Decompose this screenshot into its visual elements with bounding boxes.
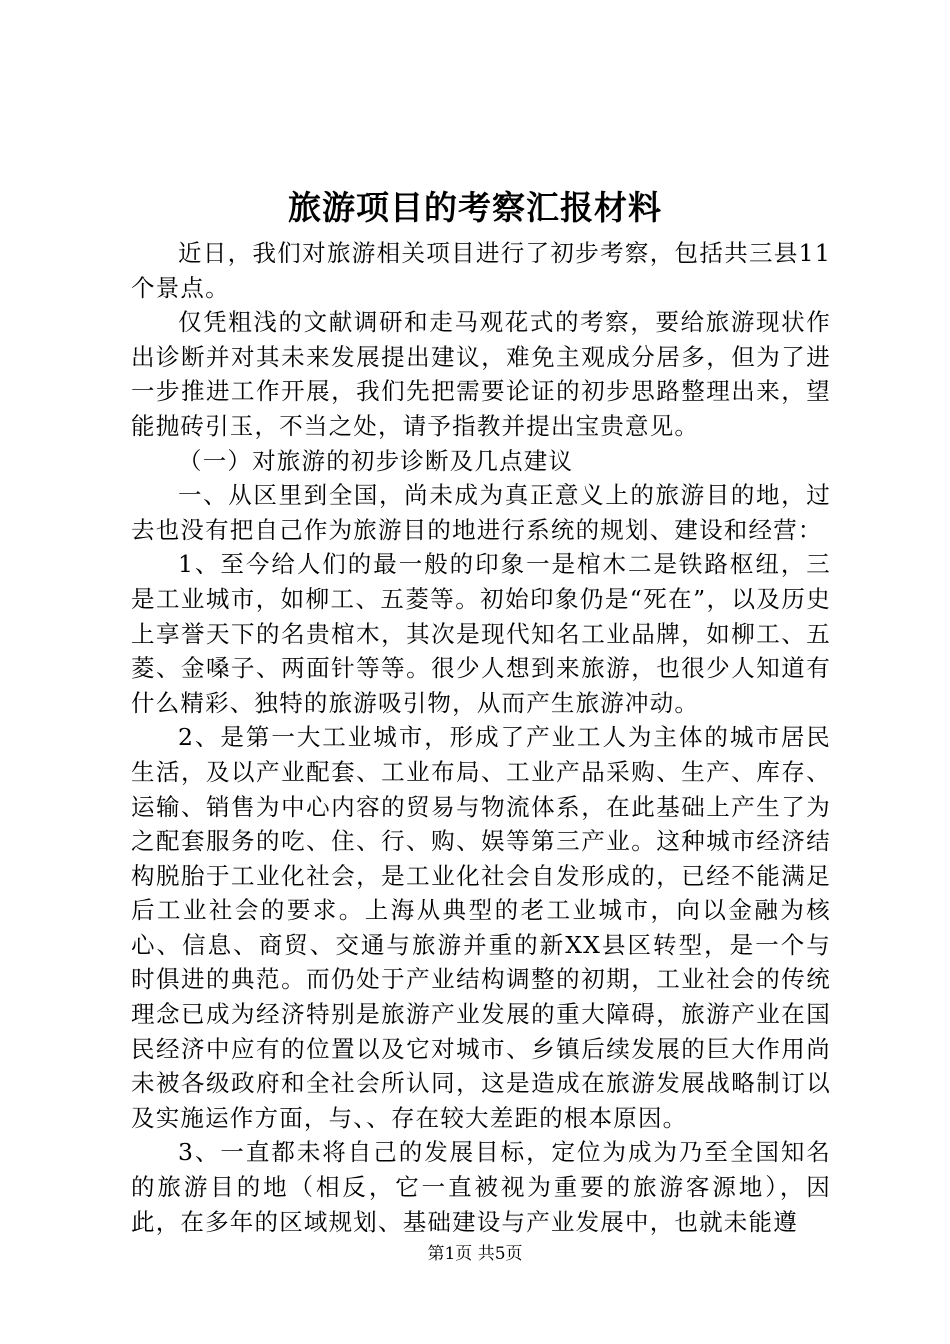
page-number-footer: 第1页 共5页	[427, 1244, 523, 1264]
paragraph-item-2: 2、是第一大工业城市，形成了产业工人为主体的城市居民生活，及以产业配套、工业布局、工业产品采购、生产、库存、运输、销售为中心内容的贸易与物流体系，在此基础上产生了为之配套服务的吃、住、行、购、娱等第三产业。这种城市经济结构脱胎于工业化社会，是工业化社会自发形成的，已经不能满足后工业社会的要求。上海从典型的老工业城市，向以金融为核心、信息、商贸、交通与旅游并重的新XX县区转型，是一个与时俱进的典范。而仍处于产业结构调整的初期，工业社会的传统理念已成为经济特别是旅游产业发展的重大障碍，旅游产业在国民经济中应有的位置以及它对城市、乡镇后续发展的巨大作用尚未被各级政府和全社会所认同，这是造成在旅游发展战略制订以及实施运作方面，与、、存在较大差距的根本原因。	[131, 723, 831, 1132]
section-heading: （一）对旅游的初步诊断及几点建议	[178, 446, 574, 475]
paragraph-preface: 仅凭粗浅的文献调研和走马观花式的考察，要给旅游现状作出诊断并对其未来发展提出建议，难免主观成分居多，但为了进一步推进工作开展，我们先把需要论证的初步思路整理出来，望能抛砖引玉，不当之处，请予指教并提出宝贵意见。	[131, 308, 831, 440]
paragraph-item-3: 3、一直都未将自己的发展目标，定位为成为乃至全国知名的旅游目的地（相反，它一直被视为重要的旅游客源地），因此，在多年的区域规划、基础建设与产业发展中，也就未能遵	[131, 1138, 831, 1236]
document-title: 旅游项目的考察汇报材料	[288, 188, 662, 227]
paragraph-intro: 近日，我们对旅游相关项目进行了初步考察，包括共三县11个景点。	[131, 239, 831, 302]
paragraph-item-1: 1、至今给人们的最一般的印象一是棺木二是铁路枢纽，三是工业城市，如柳工、五菱等。初始印象仍是“死在”，以及历史上享誉天下的名贵棺木，其次是现代知名工业品牌，如柳工、五菱、金嗓子、两面针等等。很少人想到来旅游，也很少人知道有什么精彩、独特的旅游吸引物，从而产生旅游冲动。	[131, 550, 831, 717]
paragraph-point-one: 一、从区里到全国，尚未成为真正意义上的旅游目的地，过去也没有把自己作为旅游目的地进行系统的规划、建设和经营：	[131, 481, 831, 544]
document-body	[131, 236, 831, 1239]
